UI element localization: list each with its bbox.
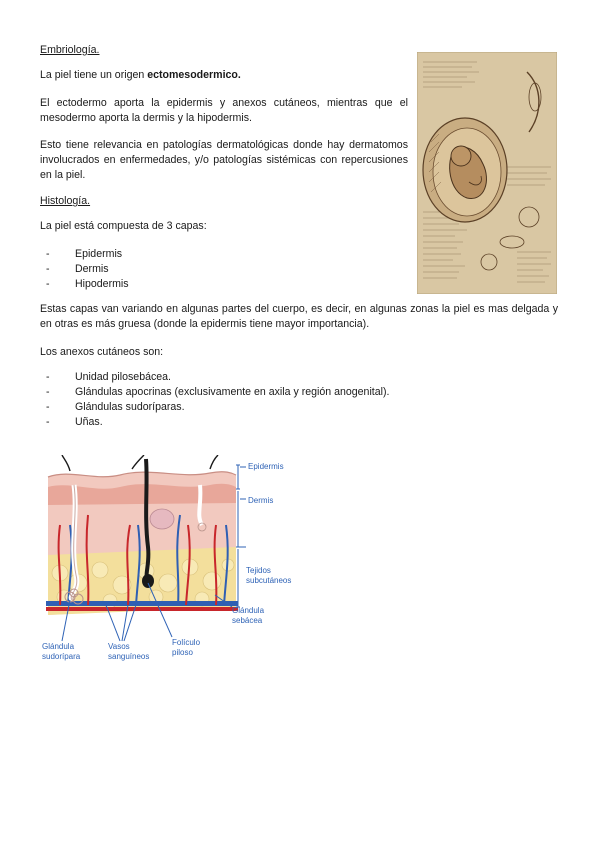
embryo-sketch-image (417, 52, 557, 294)
label-glandula-sebacea-line2: sebácea (232, 616, 263, 625)
embryology-paragraph-3: Esto tiene relevancia en patologías dermatológicas donde hay dermatomos involucrados en enfermedades, y/o patologías sistémicas con repercusiones en la piel. (40, 139, 408, 181)
label-glandula-sudoripara-line2: sudorípara (42, 652, 81, 661)
origin-bold-term: ectomesodermico. (147, 69, 241, 81)
annexes-intro: Los anexos cutáneos son: (40, 346, 164, 358)
layers-variation-paragraph: Estas capas van variando en algunas partes del cuerpo, es decir, en algunas zonas la piel es mas delgada y en otras es más gruesa (donde la epidermis tiene mayor importancia). (40, 303, 558, 330)
annexes-list (40, 370, 389, 430)
list-item: - Epidermis (40, 247, 129, 262)
skin-layers-list (40, 247, 129, 292)
skin-structure-diagram (40, 455, 310, 670)
label-dermis: Dermis (248, 496, 274, 505)
label-foliculo-line1: Folículo (172, 638, 201, 647)
label-vasos-line2: sanguíneos (108, 652, 150, 661)
histology-intro: La piel está compuesta de 3 capas: (40, 220, 207, 232)
list-item: - Glándulas apocrinas (exclusivamente en axila y región anogenital). (40, 385, 389, 400)
embryology-heading: Embriología. (40, 44, 100, 56)
list-item: - Glándulas sudoríparas. (40, 400, 389, 415)
label-vasos-line1: Vasos (108, 642, 130, 651)
list-item: - Dermis (40, 262, 129, 277)
label-glandula-sudoripara-line1: Glándula (42, 642, 75, 651)
list-item: - Unidad pilosebácea. (40, 370, 389, 385)
label-glandula-sebacea-line1: Glándula (232, 606, 265, 615)
list-item: - Hipodermis (40, 277, 129, 292)
origin-text: La piel tiene un origen (40, 69, 148, 81)
list-item: - Uñas. (40, 415, 389, 430)
embryology-origin-paragraph (40, 68, 410, 83)
label-tejidos-line1: Tejidos (246, 566, 271, 575)
label-foliculo-line2: piloso (172, 648, 193, 657)
embryology-paragraph-2: El ectodermo aporta la epidermis y anexos cutáneos, mientras que el mesodermo aporta la dermis y la hipodermis. (40, 97, 408, 124)
histology-heading: Histología. (40, 195, 91, 207)
label-tejidos-line2: subcutáneos (246, 576, 292, 585)
label-epidermis: Epidermis (248, 462, 284, 471)
